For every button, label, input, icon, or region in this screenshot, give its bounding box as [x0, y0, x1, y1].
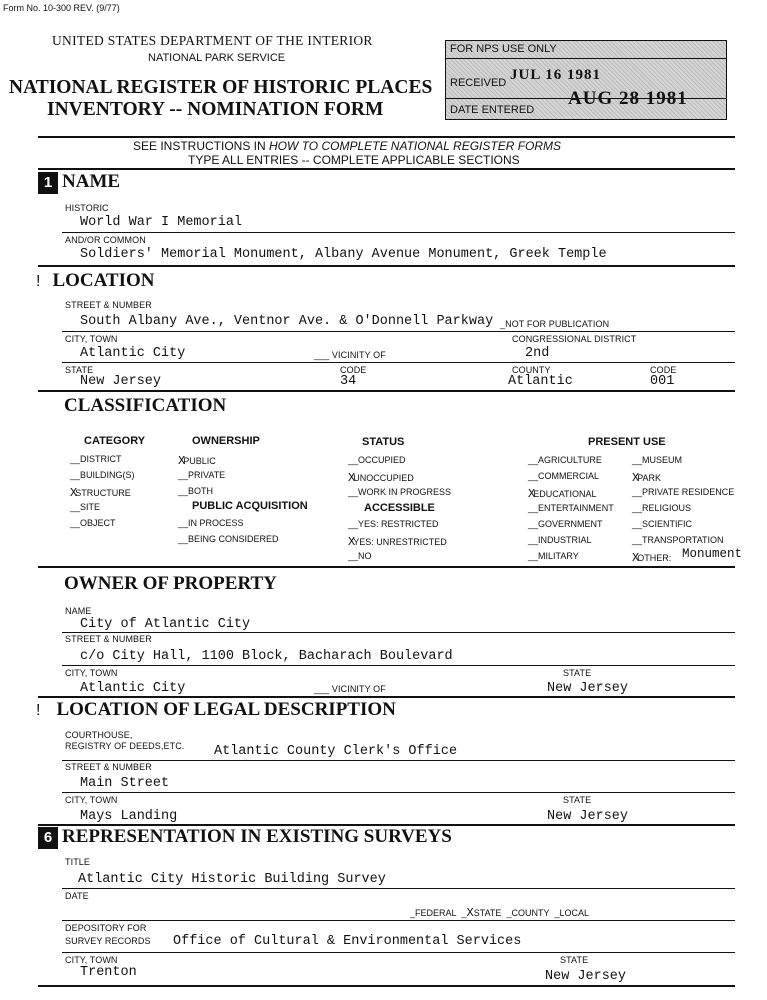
date-entered-label: DATE ENTERED — [450, 104, 535, 116]
option-label: IN PROCESS — [188, 518, 244, 528]
category-option-structure — [70, 486, 131, 500]
option-label: YES: RESTRICTED — [358, 519, 439, 529]
county-value: Atlantic — [508, 374, 573, 389]
owner-state-value: New Jersey — [547, 681, 629, 696]
county-label: COUNTY — [512, 365, 551, 375]
option-label: DISTRICT — [80, 454, 122, 464]
accessible-header: ACCESSIBLE — [364, 502, 435, 514]
other-use-value: Monument — [682, 547, 743, 561]
category-option-district — [70, 454, 122, 464]
owner-street-label: STREET & NUMBER — [65, 634, 152, 644]
ownership-option-both — [178, 486, 213, 496]
status-option-occupied — [348, 455, 406, 465]
present-use-option-commercial — [528, 471, 599, 481]
option-mark: __ — [70, 470, 81, 480]
option-mark: __ — [632, 519, 643, 529]
option-mark: X — [348, 535, 356, 549]
option-label: EDUCATIONAL — [533, 489, 597, 499]
depository-label-line2: SURVEY RECORDS — [65, 936, 151, 946]
survey-level-options: _FEDERAL _XSTATE _COUNTY _LOCAL — [410, 906, 589, 920]
present-use-option-park — [632, 471, 661, 485]
option-mark: __ — [528, 503, 539, 513]
option-label: WORK IN PROGRESS — [358, 487, 452, 497]
location-city-value: Atlantic City — [80, 346, 186, 361]
option-mark: __ — [632, 487, 643, 497]
option-label: GOVERNMENT — [538, 519, 603, 529]
option-label: NO — [358, 551, 372, 561]
owner-street-value: c/o City Hall, 1100 Block, Bacharach Boulevard — [80, 649, 453, 664]
survey-title-value: Atlantic City Historic Building Survey — [78, 872, 386, 887]
state-code-value: 34 — [340, 374, 357, 389]
present-use-option-religious — [632, 503, 691, 513]
nps-use-only-box — [445, 40, 727, 120]
accessible-option-yes-unrestricted — [348, 535, 447, 549]
present-use-option-industrial — [528, 535, 592, 545]
category-header: CATEGORY — [84, 435, 146, 447]
not-for-publication: _NOT FOR PUBLICATION — [500, 319, 610, 329]
survey-city-value: Trenton — [80, 965, 137, 980]
option-label: PRIVATE RESIDENCE — [642, 487, 735, 497]
option-mark: __ — [632, 535, 643, 545]
option-label: STRUCTURE — [75, 488, 131, 498]
option-mark: __ — [528, 551, 539, 561]
state-option-mark: X — [466, 906, 474, 920]
local-option: _LOCAL — [554, 908, 589, 918]
received-stamp: JUL 16 1981 — [510, 67, 602, 83]
option-label: PUBLIC — [183, 456, 216, 466]
form-title-line2: INVENTORY -- NOMINATION FORM — [47, 99, 384, 120]
present-use-option-museum — [632, 455, 682, 465]
option-mark: __ — [70, 454, 81, 464]
location-city-label: CITY, TOWN — [65, 334, 118, 344]
form-number: Form No. 10-300 REV. (9/77) — [3, 3, 120, 13]
option-label: INDUSTRIAL — [538, 535, 592, 545]
county-option: _COUNTY — [506, 908, 550, 918]
legal-street-value: Main Street — [80, 776, 170, 791]
section-owner-heading: OWNER OF PROPERTY — [64, 573, 277, 594]
option-mark: __ — [528, 455, 539, 465]
historic-name-value: World War I Memorial — [80, 215, 243, 230]
option-mark: __ — [70, 502, 81, 512]
option-mark: X — [632, 551, 640, 565]
accessible-option-no — [348, 551, 372, 561]
section-surveys-heading: 6 REPRESENTATION IN EXISTING SURVEYS — [38, 826, 452, 849]
form-title-line1: NATIONAL REGISTER OF HISTORIC PLACES — [9, 77, 433, 98]
department-name: UNITED STATES DEPARTMENT OF THE INTERIOR — [52, 33, 373, 48]
nps-box-title: FOR NPS USE ONLY — [450, 43, 557, 55]
option-mark: X — [348, 471, 356, 485]
option-label: PRIVATE — [188, 470, 226, 480]
owner-city-value: Atlantic City — [80, 681, 186, 696]
section-location-heading: ! LOCATION — [36, 270, 155, 291]
option-label: MUSEUM — [642, 455, 683, 465]
congressional-district-value: 2nd — [525, 346, 550, 361]
option-mark: __ — [528, 471, 539, 481]
option-label: OTHER: — [637, 553, 672, 563]
option-mark: X — [178, 454, 186, 468]
option-mark: __ — [348, 487, 359, 497]
category-option-site — [70, 502, 100, 512]
survey-title-label: TITLE — [65, 857, 91, 867]
present-use-option-government — [528, 519, 603, 529]
federal-option: _FEDERAL — [410, 908, 457, 918]
option-label: OBJECT — [80, 518, 116, 528]
public-acquisition-header: PUBLIC ACQUISITION — [192, 500, 308, 512]
present-use-option-military — [528, 551, 579, 561]
status-header: STATUS — [362, 436, 405, 448]
option-label: MILITARY — [538, 551, 579, 561]
category-option-object — [70, 518, 116, 528]
instructions-line2: TYPE ALL ENTRIES -- COMPLETE APPLICABLE SECTIONS — [188, 153, 520, 167]
county-code-label: CODE — [650, 365, 677, 375]
courthouse-value: Atlantic County Clerk's Office — [214, 744, 458, 759]
option-mark: __ — [528, 519, 539, 529]
option-label: UNOCCUPIED — [353, 473, 414, 483]
owner-city-label: CITY, TOWN — [65, 668, 118, 678]
received-label: RECEIVED — [450, 77, 507, 89]
location-state-value: New Jersey — [80, 374, 162, 389]
status-option-work-in-progress — [348, 487, 451, 497]
option-label: BUILDING(S) — [80, 470, 135, 480]
location-street-label: STREET & NUMBER — [65, 300, 152, 310]
option-label: TRANSPORTATION — [642, 535, 724, 545]
service-name: NATIONAL PARK SERVICE — [148, 52, 286, 64]
location-state-label: STATE — [65, 365, 94, 375]
option-mark: __ — [178, 518, 189, 528]
survey-date-label: DATE — [65, 891, 89, 901]
option-mark: X — [528, 487, 536, 501]
owner-vicinity-label: ___ VICINITY OF — [314, 684, 386, 694]
option-label: RELIGIOUS — [642, 503, 692, 513]
present-use-option-transportation — [632, 535, 724, 545]
option-mark: __ — [70, 518, 81, 528]
owner-state-label: STATE — [563, 668, 592, 678]
option-mark: X — [70, 486, 78, 500]
option-label: OCCUPIED — [358, 455, 406, 465]
owner-name-value: City of Atlantic City — [80, 617, 251, 632]
state-option: STATE — [473, 908, 502, 918]
legal-city-label: CITY, TOWN — [65, 795, 118, 805]
option-mark: __ — [348, 455, 359, 465]
section-classification-heading: CLASSIFICATION — [64, 395, 227, 416]
option-mark: __ — [528, 535, 539, 545]
option-mark: __ — [348, 551, 359, 561]
status-option-unoccupied — [348, 471, 414, 485]
courthouse-label-line2: REGISTRY OF DEEDS,ETC. — [65, 741, 185, 751]
option-label: PARK — [637, 473, 662, 483]
survey-state-label: STATE — [560, 955, 589, 965]
option-mark: __ — [178, 486, 189, 496]
category-option-building-s — [70, 470, 135, 480]
option-label: SCIENTIFIC — [642, 519, 693, 529]
acquisition-option-being-considered — [178, 534, 279, 544]
option-label: COMMERCIAL — [538, 471, 600, 481]
section-name-heading: 1 NAME — [38, 171, 120, 194]
accessible-option-yes-restricted — [348, 519, 439, 529]
option-label: AGRICULTURE — [538, 455, 602, 465]
common-name-label: AND/OR COMMON — [65, 235, 146, 245]
option-label: BEING CONSIDERED — [188, 534, 279, 544]
option-mark: __ — [178, 470, 189, 480]
instructions-line1: SEE INSTRUCTIONS IN HOW TO COMPLETE NATIONAL REGISTER FORMS — [133, 139, 562, 153]
present-use-header: PRESENT USE — [588, 436, 666, 448]
option-mark: __ — [348, 519, 359, 529]
ownership-option-public — [178, 454, 216, 468]
legal-street-label: STREET & NUMBER — [65, 762, 152, 772]
present-use-option-educational — [528, 487, 597, 501]
section-legal-heading: ! LOCATION OF LEGAL DESCRIPTION — [36, 699, 396, 720]
option-label: SITE — [80, 502, 101, 512]
state-code-label: CODE — [340, 365, 367, 375]
acquisition-option-in-process — [178, 518, 244, 528]
common-name-value: Soldiers' Memorial Monument, Albany Avenue Monument, Greek Temple — [80, 247, 607, 262]
present-use-option-agriculture — [528, 455, 602, 465]
ownership-header: OWNERSHIP — [192, 435, 260, 447]
legal-city-value: Mays Landing — [80, 809, 178, 824]
legal-state-value: New Jersey — [547, 809, 629, 824]
courthouse-label-line1: COURTHOUSE, — [65, 730, 133, 740]
option-mark: __ — [632, 503, 643, 513]
depository-value: Office of Cultural & Environmental Services — [173, 934, 522, 949]
option-label: BOTH — [188, 486, 214, 496]
present-use-option-other — [632, 551, 671, 565]
option-label: YES: UNRESTRICTED — [353, 537, 447, 547]
survey-state-value: New Jersey — [545, 969, 627, 984]
location-vicinity-label: ___ VICINITY OF — [314, 350, 386, 360]
legal-state-label: STATE — [563, 795, 592, 805]
present-use-option-entertainment — [528, 503, 614, 513]
present-use-option-scientific — [632, 519, 692, 529]
owner-name-label: NAME — [65, 606, 92, 616]
historic-label: HISTORIC — [65, 203, 109, 213]
option-mark: X — [632, 471, 640, 485]
present-use-option-private-residence — [632, 487, 734, 497]
location-street-value: South Albany Ave., Ventnor Ave. & O'Donnell Parkway — [80, 314, 494, 329]
depository-label-line1: DEPOSITORY FOR — [65, 923, 147, 933]
date-entered-stamp: AUG 28 1981 — [568, 88, 688, 109]
congressional-district-label: CONGRESSIONAL DISTRICT — [512, 334, 637, 344]
option-label: ENTERTAINMENT — [538, 503, 614, 513]
option-mark: __ — [178, 534, 189, 544]
survey-city-label: CITY, TOWN — [65, 955, 118, 965]
county-code-value: 001 — [650, 374, 675, 389]
ownership-option-private — [178, 470, 225, 480]
option-mark: __ — [632, 455, 643, 465]
